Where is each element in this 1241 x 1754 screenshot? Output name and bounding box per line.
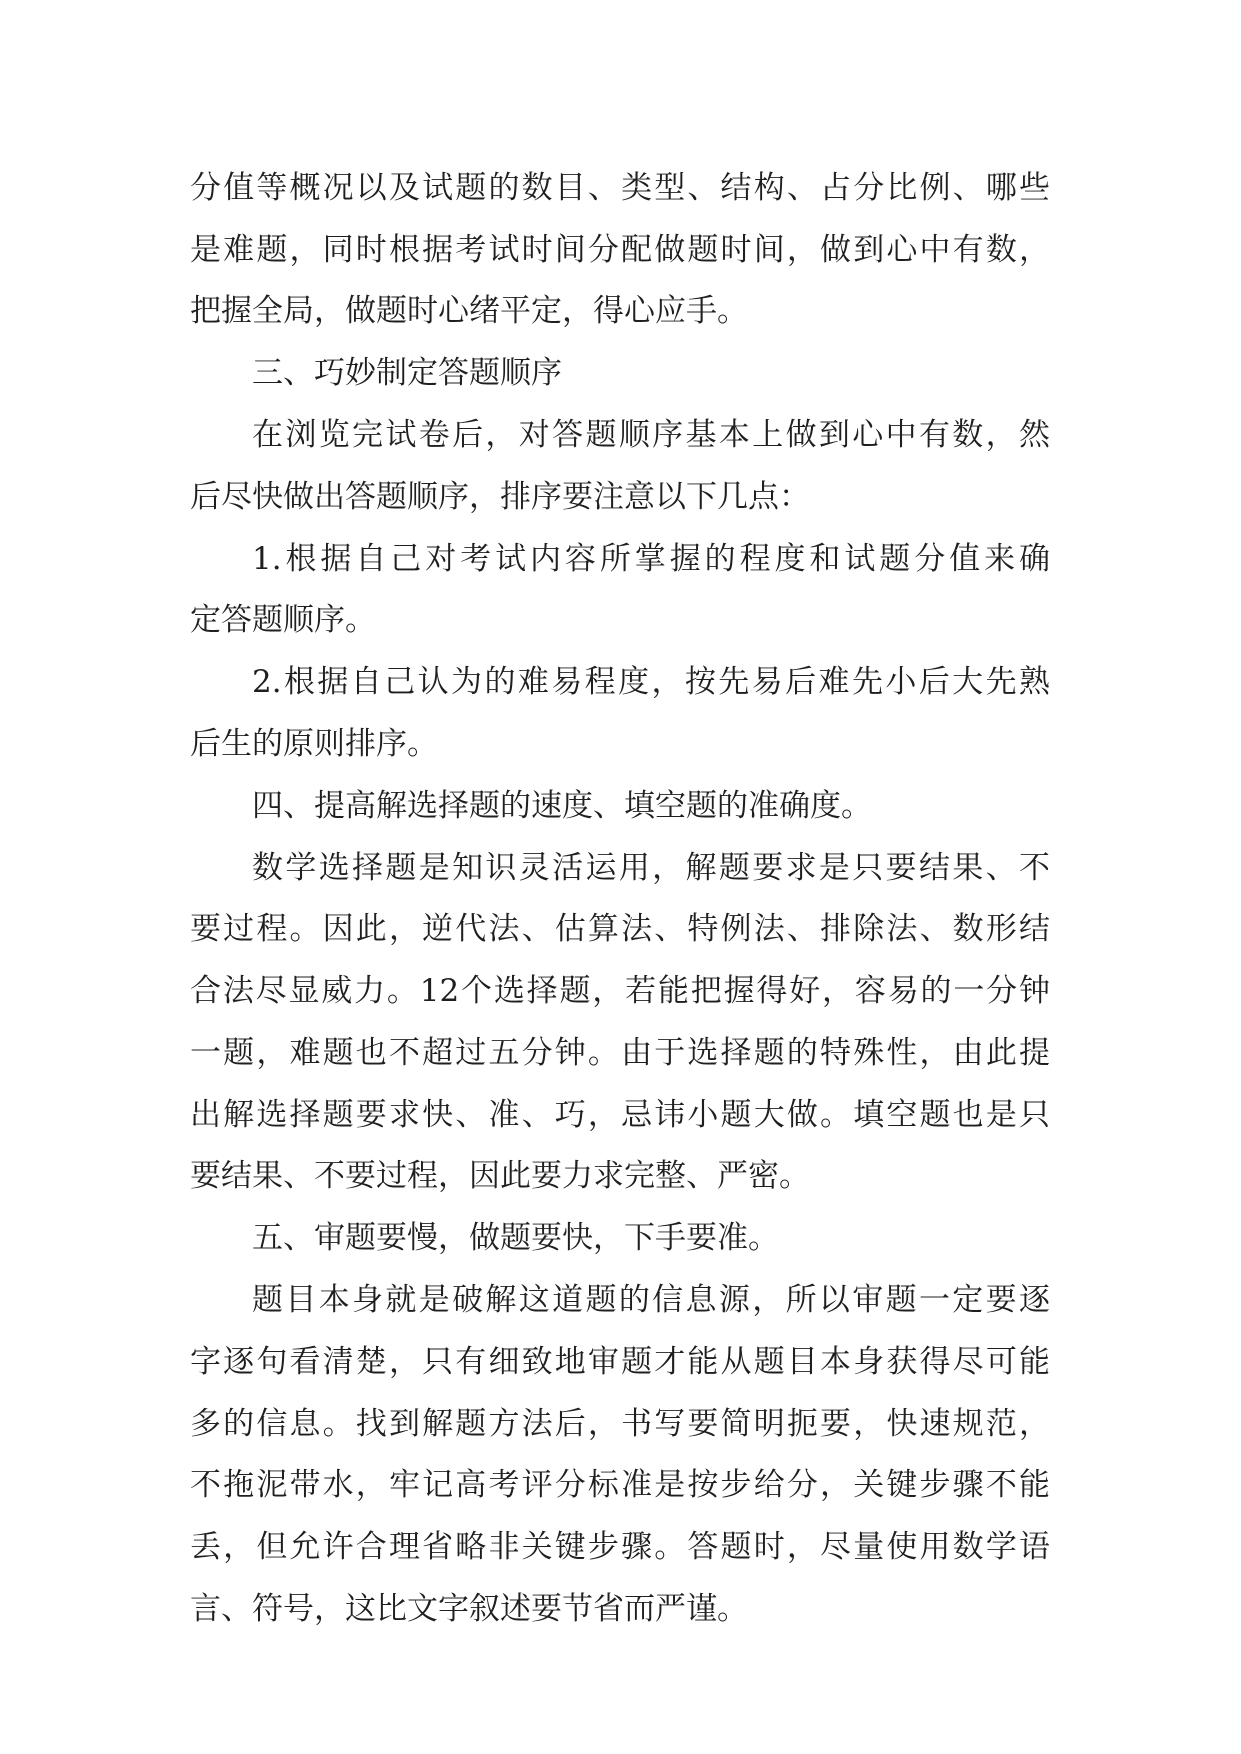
paragraph-line: 丢，但允许合理省略非关键步骤。答题时，尽量使用数学语 (190, 1529, 1050, 1565)
paragraph-line: 是难题，同时根据考试时间分配做题时间，做到心中有数， (190, 232, 1050, 268)
paragraph-line: 题目本身就是破解这道题的信息源，所以审题一定要逐 (252, 1282, 1050, 1318)
section-heading: 四、提高解选择题的速度、填空题的准确度。 (252, 788, 872, 824)
paragraph-line: 合法尽显威力。12个选择题，若能把握得好，容易的一分钟 (190, 973, 1050, 1009)
paragraph-line: 把握全局，做题时心绪平定，得心应手。 (190, 293, 748, 329)
paragraph-line: 一题，难题也不超过五分钟。由于选择题的特殊性，由此提 (190, 1035, 1050, 1071)
list-item-line: 后生的原则排序。 (190, 726, 438, 762)
paragraph-line: 数学选择题是知识灵活运用，解题要求是只要结果、不 (252, 850, 1050, 886)
paragraph-line: 字逐句看清楚，只有细致地审题才能从题目本身获得尽可能 (190, 1344, 1050, 1380)
paragraph-line: 不拖泥带水，牢记高考评分标准是按步给分，关键步骤不能 (190, 1467, 1050, 1503)
paragraph-line: 分值等概况以及试题的数目、类型、结构、占分比例、哪些 (190, 170, 1050, 206)
section-heading: 三、巧妙制定答题顺序 (252, 355, 562, 391)
paragraph-line: 言、符号，这比文字叙述要节省而严谨。 (190, 1591, 748, 1627)
list-item-line: 2.根据自己认为的难易程度，按先易后难先小后大先熟 (252, 664, 1050, 700)
list-item-line: 定答题顺序。 (190, 602, 376, 638)
paragraph-line: 在浏览完试卷后，对答题顺序基本上做到心中有数，然 (252, 417, 1050, 453)
paragraph-line: 多的信息。找到解题方法后，书写要简明扼要，快速规范， (190, 1406, 1050, 1442)
paragraph-line: 要结果、不要过程，因此要力求完整、严密。 (190, 1158, 810, 1194)
paragraph-line: 出解选择题要求快、准、巧，忌讳小题大做。填空题也是只 (190, 1097, 1050, 1133)
paragraph-line: 后尽快做出答题顺序，排序要注意以下几点： (190, 479, 810, 515)
section-heading: 五、审题要慢，做题要快，下手要准。 (252, 1220, 779, 1256)
paragraph-line: 要过程。因此，逆代法、估算法、特例法、排除法、数形结 (190, 911, 1050, 947)
list-item-line: 1.根据自己对考试内容所掌握的程度和试题分值来确 (252, 541, 1050, 577)
